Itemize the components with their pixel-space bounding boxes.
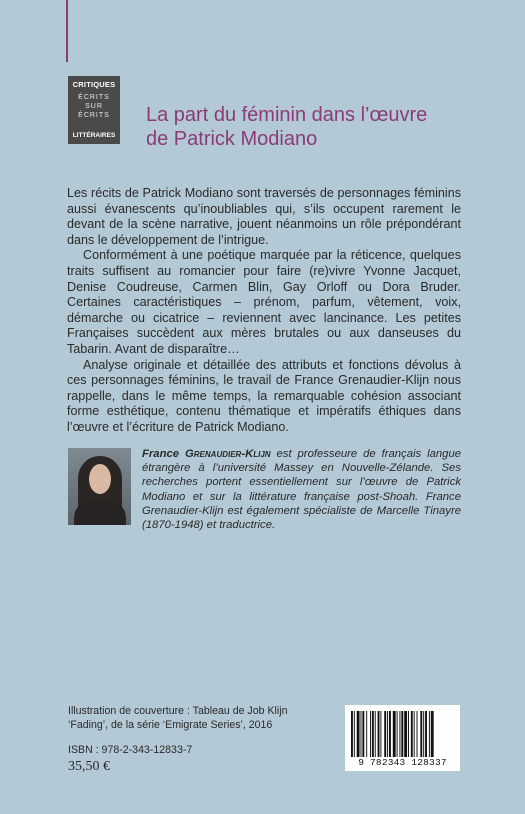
series-logo-middle: ÉCRITS SUR ÉCRITS bbox=[78, 94, 110, 119]
top-accent-line bbox=[66, 0, 68, 62]
isbn: ISBN : 978-2-343-12833-7 bbox=[68, 744, 193, 756]
summary-paragraph-1: Les récits de Patrick Modiano sont traversés de personnages féminins aussi évanescents qu’inoubliables qui, s’ils occupent rarement le devant de la scène narrative, jouent néanmoins un rôle prépondérant dans le développement de l’intrigue. bbox=[67, 186, 461, 247]
barcode-bars bbox=[351, 711, 454, 757]
book-title bbox=[146, 103, 486, 151]
barcode-number: 9 782343 128337 bbox=[358, 757, 447, 768]
summary-paragraph-3: Analyse originale et détaillée des attributs et fonctions dévolus à ces personnages féminins, le travail de France Grenaudier-Klijn nous rappelle, dans le même temps, la remarquable cohésion associant forme esthétique, contenu thématique et impératifs éthiques dans l’œuvre et l’écriture de Patrick Modiano. bbox=[67, 357, 461, 434]
series-logo-bottom: LITTÉRAIRES bbox=[72, 132, 116, 139]
cover-credit-line1: Illustration de couverture : Tableau de Job Klijn bbox=[68, 705, 288, 717]
author-bio-text: est professeure de français langue étrangère à l’université Massey en Nouvelle-Zélande. Ses recherches portent essentiellement sur l’œuvre de Patrick Modiano et sur la littérature française post-Shoah. France Grenaudier-Klijn est également spécialiste de Marcelle Tinayre (1870-1948) et traductrice. bbox=[142, 448, 462, 532]
author-last-name: Grenaudier-Klijn bbox=[184, 448, 271, 460]
author-photo bbox=[68, 448, 131, 525]
series-logo-top: CRITIQUES bbox=[72, 80, 116, 89]
book-title-line1: La part du féminin dans l’œuvre bbox=[146, 104, 428, 126]
book-title-line2: de Patrick Modiano bbox=[146, 128, 318, 150]
barcode bbox=[345, 705, 460, 771]
author-name bbox=[142, 448, 271, 460]
cover-credit bbox=[68, 704, 328, 732]
back-cover-summary bbox=[67, 186, 461, 436]
series-logo bbox=[68, 76, 120, 144]
author-bio bbox=[142, 447, 461, 532]
author-first-name: France bbox=[142, 448, 180, 460]
price: 35,50 € bbox=[68, 759, 110, 774]
cover-credit-line2: ‘Fading’, de la série ‘Emigrate Series’, 2016 bbox=[68, 719, 273, 731]
summary-paragraph-2: Conformément à une poétique marquée par la réticence, quelques traits suffisent au romancier pour faire (re)vivre Yvonne Jacquet, Denise Coudreuse, Carmen Blin, Gay Orloff ou Dora Bruder. Certaines caractéristiques – prénom, parfum, vêtement, voix, démarche ou cicatrice – reviennent avec lancinance. Les petites Françaises succèdent aux mères brutales ou aux danseuses du Tabarin. Avant de disparaître… bbox=[67, 248, 461, 356]
